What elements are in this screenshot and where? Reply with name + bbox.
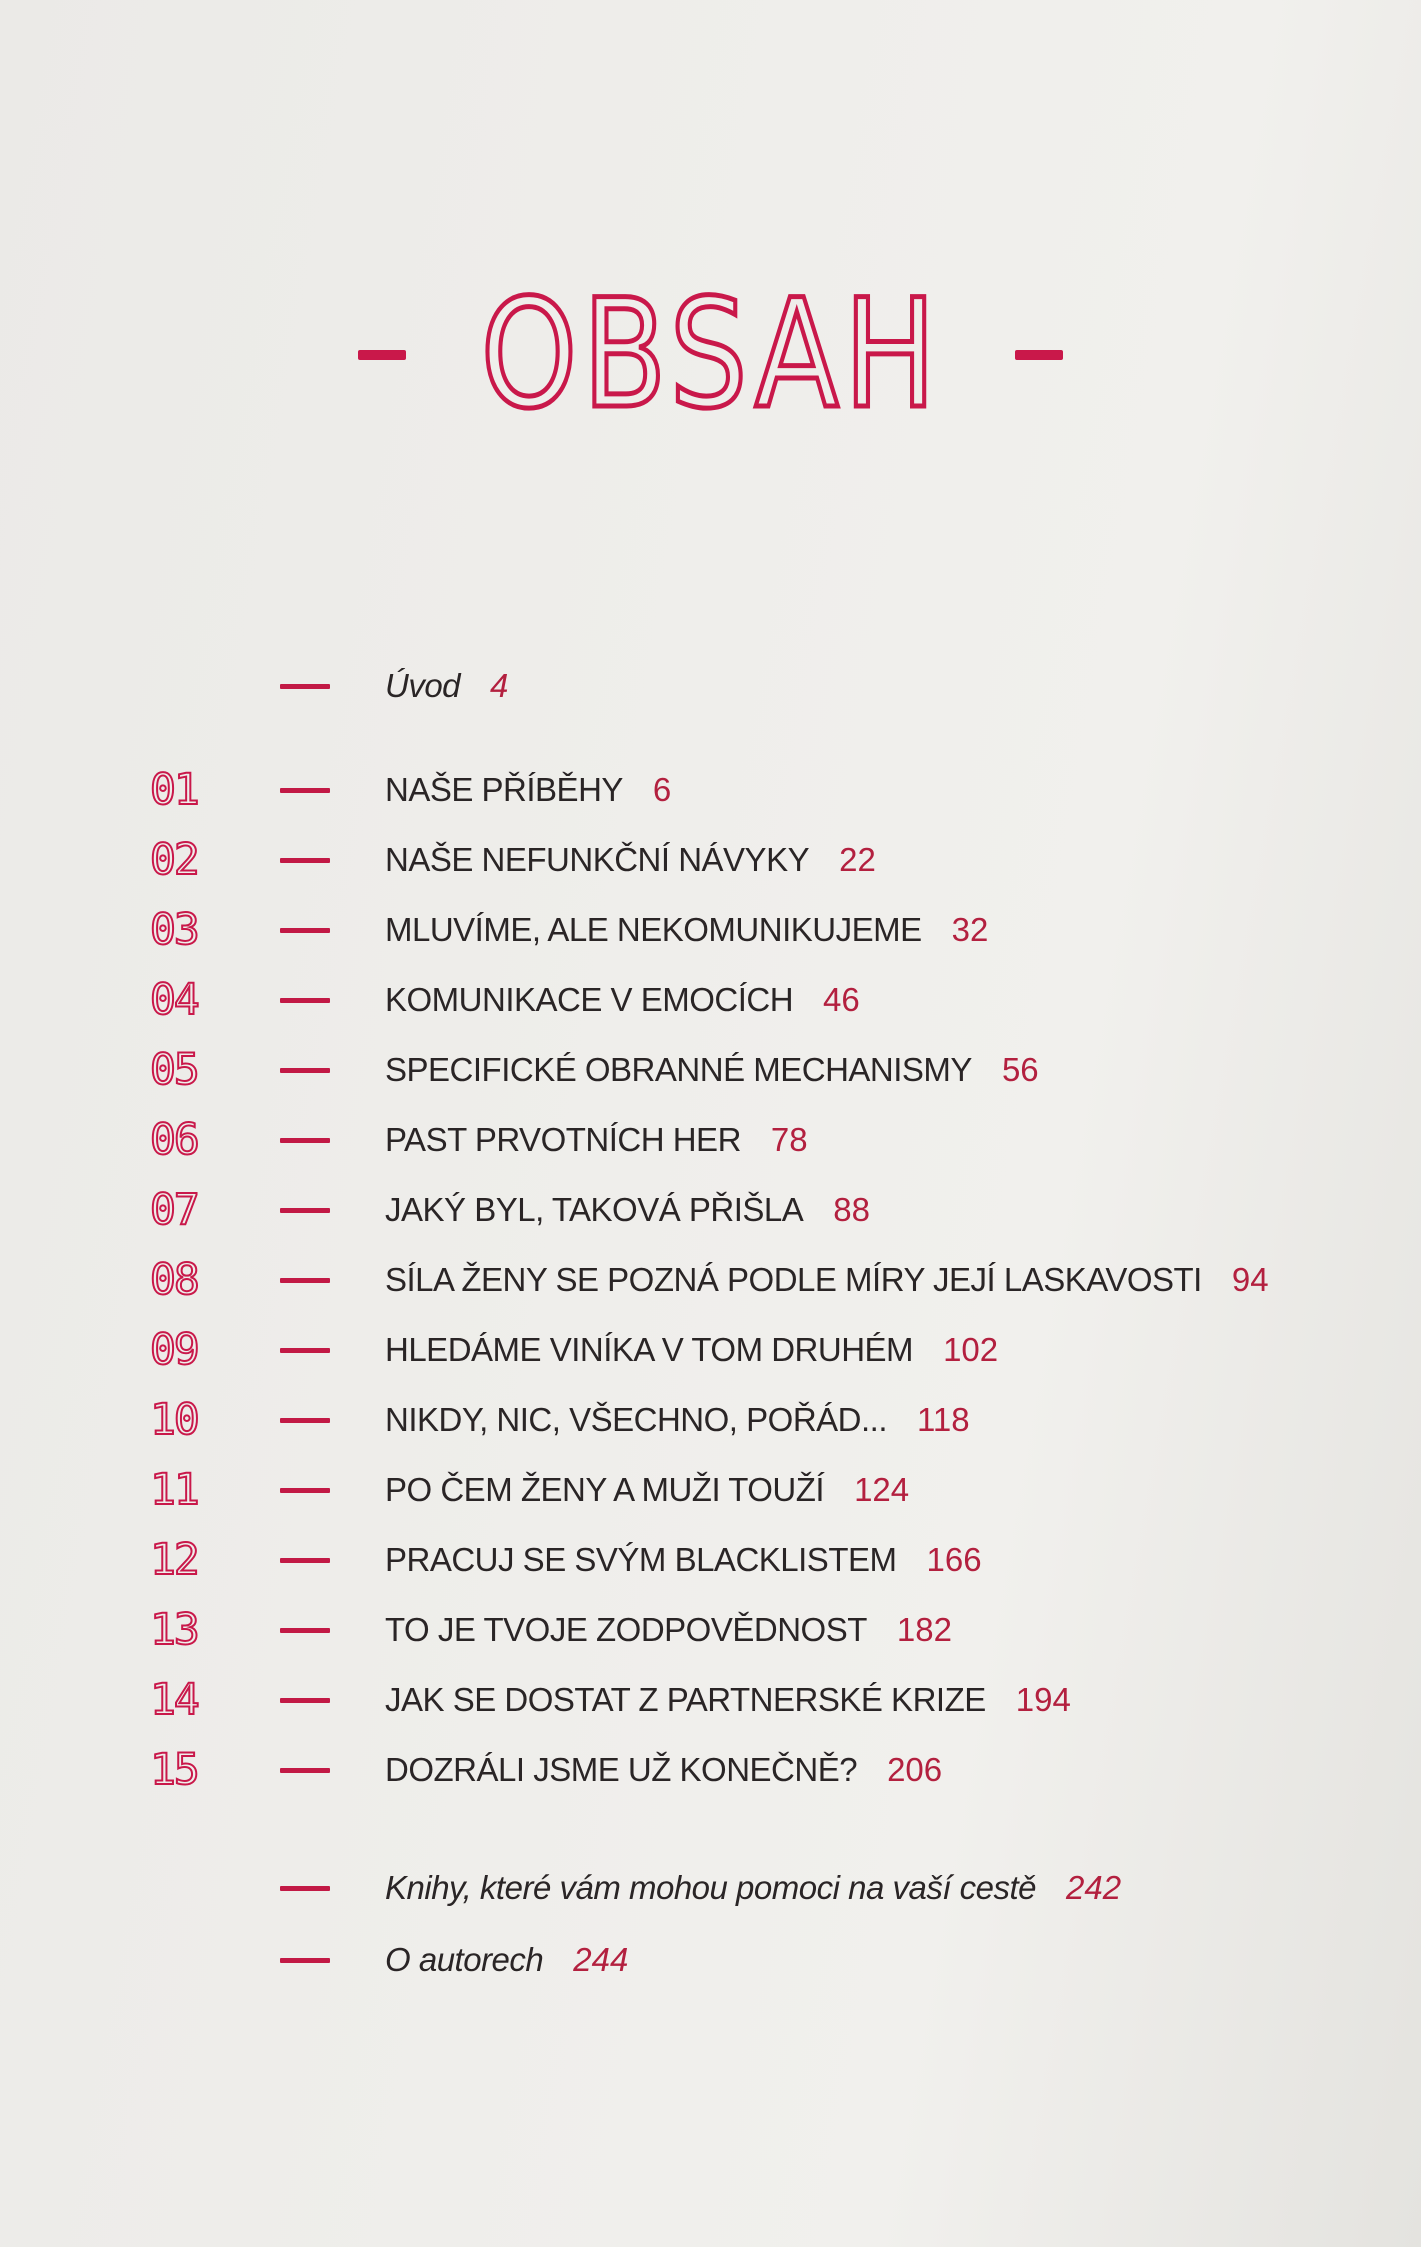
- toc-entry-chapter-06[interactable]: [0, 1112, 1421, 1168]
- chapter-number: 07: [150, 1185, 198, 1235]
- entry-text: [385, 1602, 952, 1658]
- entry-title: JAKÝ BYL, TAKOVÁ PŘIŠLA: [385, 1191, 804, 1228]
- chapter-number: 13: [150, 1605, 198, 1655]
- entry-title: Úvod: [385, 667, 461, 704]
- entry-title: TO JE TVOJE ZODPOVĚDNOST: [385, 1611, 867, 1648]
- entry-dash: [280, 858, 330, 863]
- entry-dash: [280, 1138, 330, 1143]
- entry-text: [385, 658, 508, 714]
- entry-page-number: 94: [1231, 1261, 1269, 1298]
- entry-title: PAST PRVOTNÍCH HER: [385, 1121, 741, 1158]
- entry-title: NAŠE NEFUNKČNÍ NÁVYKY: [385, 841, 810, 878]
- entry-dash: [280, 1698, 330, 1703]
- entry-text: [385, 1042, 1039, 1098]
- entry-text: [385, 1322, 998, 1378]
- entry-dash: [280, 998, 330, 1003]
- chapter-number: 12: [150, 1535, 198, 1585]
- entry-dash: [280, 1208, 330, 1213]
- entry-text: [385, 1672, 1071, 1728]
- entry-title: NIKDY, NIC, VŠECHNO, POŘÁD...: [385, 1401, 887, 1438]
- toc-entry-chapter-01[interactable]: [0, 762, 1421, 818]
- entry-dash: [280, 1068, 330, 1073]
- entry-page-number: 124: [854, 1471, 910, 1508]
- entry-title: MLUVÍME, ALE NEKOMUNIKUJEME: [385, 911, 922, 948]
- entry-title: Knihy, které vám mohou pomoci na vaší cestě: [385, 1869, 1037, 1906]
- contents-header: [0, 270, 1421, 440]
- header-dash-right: [1015, 350, 1063, 360]
- entry-page-number: 88: [833, 1191, 871, 1228]
- entry-page-number: 4: [490, 667, 509, 704]
- entry-text: [385, 1860, 1121, 1916]
- entry-dash: [280, 928, 330, 933]
- chapter-number: 02: [150, 835, 198, 885]
- entry-page-number: 102: [943, 1331, 999, 1368]
- entry-text: [385, 1392, 970, 1448]
- chapter-number: 05: [150, 1045, 198, 1095]
- entry-dash: [280, 1886, 330, 1891]
- entry-page-number: 182: [896, 1611, 952, 1648]
- entry-page-number: 22: [839, 841, 876, 878]
- entry-title: KOMUNIKACE V EMOCÍCH: [385, 981, 794, 1018]
- entry-text: [385, 1182, 870, 1238]
- entry-dash: [280, 1628, 330, 1633]
- toc-entry-chapter-10[interactable]: [0, 1392, 1421, 1448]
- toc-entry-chapter-12[interactable]: [0, 1532, 1421, 1588]
- entry-dash: [280, 1558, 330, 1563]
- chapter-number: 08: [150, 1255, 198, 1305]
- chapter-number: 09: [150, 1325, 198, 1375]
- entry-dash: [280, 1768, 330, 1773]
- toc-entry-books[interactable]: [0, 1860, 1421, 1916]
- chapter-number: 06: [150, 1115, 198, 1165]
- chapter-number: 04: [150, 975, 198, 1025]
- entry-dash: [280, 1488, 330, 1493]
- chapter-number: 03: [150, 905, 198, 955]
- entry-title: JAK SE DOSTAT Z PARTNERSKÉ KRIZE: [385, 1681, 986, 1718]
- entry-page-number: 194: [1015, 1681, 1071, 1718]
- entry-dash: [280, 1418, 330, 1423]
- entry-dash: [280, 1348, 330, 1353]
- header-dash-left: [358, 350, 406, 360]
- entry-dash: [280, 684, 330, 689]
- entry-title: SÍLA ŽENY SE POZNÁ PODLE MÍRY JEJÍ LASKAVOSTI: [385, 1261, 1202, 1298]
- toc-entry-chapter-13[interactable]: [0, 1602, 1421, 1658]
- entry-page-number: 6: [652, 771, 672, 808]
- entry-page-number: 56: [1001, 1051, 1039, 1088]
- entry-text: [385, 832, 876, 888]
- toc-entry-chapter-08[interactable]: [0, 1252, 1421, 1308]
- toc-entry-authors[interactable]: [0, 1932, 1421, 1988]
- toc-entry-chapter-02[interactable]: [0, 832, 1421, 888]
- toc-entry-chapter-15[interactable]: [0, 1742, 1421, 1798]
- entry-page-number: 244: [573, 1941, 629, 1978]
- chapter-number: 11: [150, 1465, 198, 1515]
- chapter-number: 15: [150, 1745, 198, 1795]
- toc-entry-chapter-05[interactable]: [0, 1042, 1421, 1098]
- entry-dash: [280, 1958, 330, 1963]
- entry-page-number: 166: [926, 1541, 982, 1578]
- entry-text: [385, 1252, 1269, 1308]
- chapter-number: 10: [150, 1395, 198, 1445]
- entry-title: HLEDÁME VINÍKA V TOM DRUHÉM: [385, 1331, 914, 1368]
- entry-title: DOZRÁLI JSME UŽ KONEČNĚ?: [385, 1751, 858, 1788]
- toc-entry-chapter-14[interactable]: [0, 1672, 1421, 1728]
- entry-title: PRACUJ SE SVÝM BLACKLISTEM: [385, 1541, 897, 1578]
- entry-text: [385, 762, 671, 818]
- entry-text: [385, 1932, 628, 1988]
- toc-entry-chapter-09[interactable]: [0, 1322, 1421, 1378]
- chapter-number: 14: [150, 1675, 198, 1725]
- entry-text: [385, 972, 860, 1028]
- page-title: OBSAH: [480, 268, 941, 442]
- entry-text: [385, 1742, 942, 1798]
- chapter-number: 01: [150, 765, 198, 815]
- entry-title: O autorech: [385, 1941, 544, 1978]
- toc-entry-chapter-03[interactable]: [0, 902, 1421, 958]
- entry-title: PO ČEM ŽENY A MUŽI TOUŽÍ: [385, 1471, 825, 1508]
- entry-dash: [280, 788, 330, 793]
- entry-page-number: 118: [917, 1401, 970, 1438]
- toc-entry-intro[interactable]: [0, 658, 1421, 714]
- entry-page-number: 32: [951, 911, 989, 948]
- entry-dash: [280, 1278, 330, 1283]
- entry-text: [385, 1112, 808, 1168]
- toc-entry-chapter-07[interactable]: [0, 1182, 1421, 1238]
- toc-entry-chapter-04[interactable]: [0, 972, 1421, 1028]
- entry-text: [385, 1462, 909, 1518]
- entry-text: [385, 902, 988, 958]
- entry-title: SPECIFICKÉ OBRANNÉ MECHANISMY: [385, 1051, 972, 1088]
- entry-page-number: 242: [1066, 1869, 1122, 1906]
- entry-page-number: 206: [887, 1751, 943, 1788]
- entry-page-number: 78: [770, 1121, 808, 1158]
- toc-entry-chapter-11[interactable]: [0, 1462, 1421, 1518]
- entry-title: NAŠE PŘÍBĚHY: [385, 771, 623, 808]
- entry-text: [385, 1532, 982, 1588]
- entry-page-number: 46: [823, 981, 860, 1018]
